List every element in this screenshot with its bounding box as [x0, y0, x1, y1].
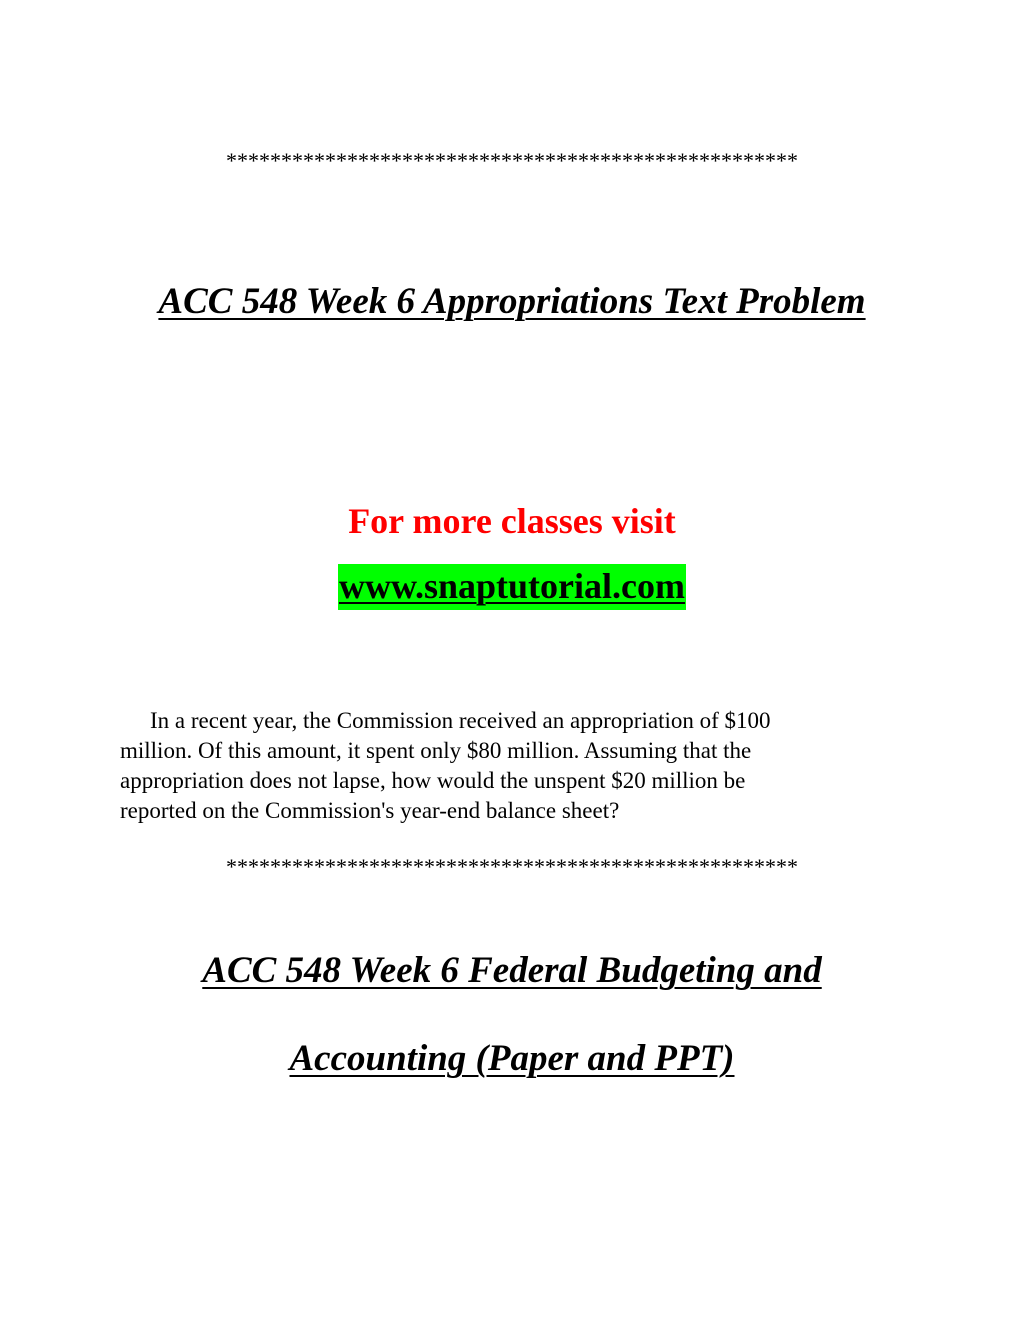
- promo-text: For more classes visit: [348, 501, 676, 541]
- title-federal-budgeting-line-1-text: ACC 548 Week 6 Federal Budgeting and: [202, 950, 822, 991]
- paragraph-line: reported on the Commission's year-end balance sheet?: [120, 798, 620, 823]
- separator-bottom: ****************************************************: [226, 854, 798, 879]
- promo-link-row: [0, 568, 1024, 604]
- separator-top: ****************************************************: [226, 148, 798, 173]
- title-federal-budgeting-line-2: [0, 1040, 1024, 1077]
- title-federal-budgeting-line-2-text: Accounting (Paper and PPT): [289, 1038, 735, 1079]
- paragraph-line: million. Of this amount, it spent only $80 million. Assuming that the: [120, 738, 752, 763]
- paragraph-line: In a recent year, the Commission received an appropriation of $100: [150, 708, 771, 733]
- problem-paragraph: [120, 706, 920, 826]
- promo-link[interactable]: www.snaptutorial.com: [338, 564, 686, 610]
- title-appropriations: [0, 283, 1024, 320]
- title-appropriations-text: ACC 548 Week 6 Appropriations Text Problem: [158, 281, 866, 322]
- title-federal-budgeting-line-1: [0, 952, 1024, 989]
- paragraph-line: appropriation does not lapse, how would the unspent $20 million be: [120, 768, 746, 793]
